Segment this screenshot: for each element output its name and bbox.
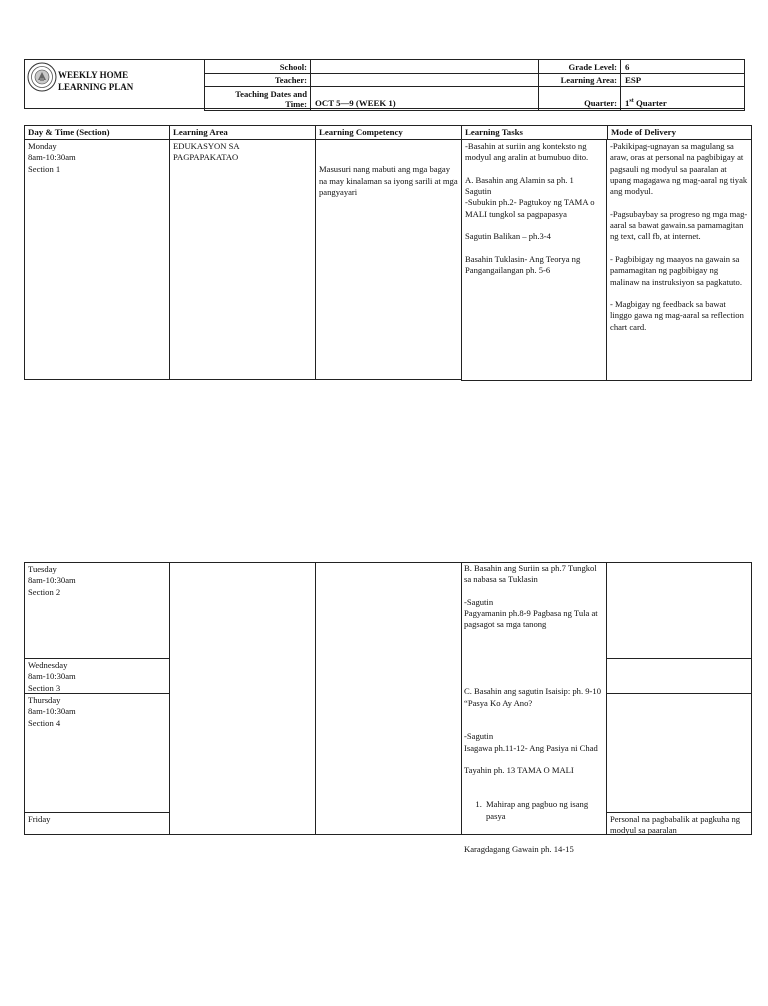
thursday-day-cell: Thursday 8am-10:30am Section 4 — [24, 693, 170, 813]
thursday-tasks-intro: C. Basahin ang sagutin Isaisip: ph. 9-10 “Pasya Ko Ay Ano? -Sagutin Isagawa ph.11-12- Ang Pasiya ni Chad Tayahin ph. 13 TAMA O MALI — [464, 686, 602, 776]
thursday-tasks-list-item: 1. Mahirap ang pagbuo ng isang pasya — [484, 799, 604, 822]
header-info-table — [204, 59, 745, 111]
column-header-delivery: Mode of Delivery — [608, 126, 752, 140]
week-area-cell — [169, 562, 316, 835]
column-header-area: Learning Area — [170, 126, 316, 140]
tuesday-tasks-text: B. Basahin ang Suriin sa ph.7 Tungkol sa nabasa sa Tuklasin -Sagutin Pagyamanin ph.8-9 Pagbasa ng Tula at pagsagot sa mga tanong — [464, 563, 598, 630]
monday-competency-text: Masusuri nang mabuti ang mga bagay na may kinalaman sa iyong sarili at mga pangyayari — [319, 164, 458, 197]
column-header-competency: Learning Competency — [316, 126, 462, 140]
monday-day-cell: Monday 8am-10:30am Section 1 — [24, 139, 170, 380]
wednesday-day-cell: Wednesday 8am-10:30am Section 3 — [24, 658, 170, 694]
deped-seal-icon — [27, 62, 57, 92]
week-competency-cell — [315, 562, 462, 835]
teaching-dates-value: OCT 5—9 (WEEK 1) — [311, 87, 539, 111]
friday-day-cell: Friday — [24, 812, 170, 835]
column-header-tasks: Learning Tasks — [462, 126, 608, 140]
tuesday-delivery-cell — [606, 562, 752, 659]
thursday-tasks-list — [464, 788, 604, 833]
monday-tasks-cell: -Basahin at suriin ang konteksto ng modyul ang aralin at bumubuo dito. A. Basahin ang Alamin sa ph. 1 Sagutin -Subukin ph.2- Pagtukoy ng TAMA o MALI tungkol sa pagpapasya Sagutin Balikan – ph.3-4 Basahin Tuklasin- Ang Teorya ng Pangangailangan ph. 5-6 — [461, 139, 607, 381]
teacher-value — [311, 74, 539, 87]
monday-delivery-cell: -Pakikipag-ugnayan sa magulang sa araw, oras at personal na pagbibigay at pagsauli ng modyul sa paaralan at upang magagawa ng mag-aaral ng tiyak ang modyul. -Pagsubaybay sa progreso ng mga mag-aaral sa bawat gawain.sa pamamagitan ng text, call fb, at internet. - Pagbibigay ng maayos na gawain sa pamamagitan ng pagbibigay ng malinaw na instruksiyon sa pagkatuto. - Magbigay ng feedback sa bawat linggo gawa ng mag-aaral sa reflection chart card. — [606, 139, 752, 381]
quarter-label: Quarter: — [539, 87, 621, 111]
monday-area-cell: EDUKASYON SA PAGPAPAKATAO — [169, 139, 316, 380]
school-label: School: — [205, 60, 311, 74]
grade-level-value: 6 — [621, 60, 745, 74]
school-value — [311, 60, 539, 74]
quarter-suffix: st — [629, 98, 634, 105]
quarter-word: Quarter — [633, 98, 667, 108]
monday-competency-cell — [315, 139, 462, 380]
teacher-label: Teacher: — [205, 74, 311, 87]
tuesday-day-cell: Tuesday 8am-10:30am Section 2 — [24, 562, 170, 659]
plan-title — [58, 69, 204, 93]
plan-title-line2: LEARNING PLAN — [58, 82, 134, 92]
learning-area-value: ESP — [621, 74, 745, 87]
friday-delivery-cell: Personal na pagbabalik at pagkuha ng modyul sa paaralan — [606, 812, 752, 835]
thursday-delivery-cell — [606, 693, 752, 813]
teaching-dates-label-line1: Teaching Dates and — [235, 88, 307, 99]
teaching-dates-label-line2: Time: — [285, 98, 307, 109]
thursday-tasks-additional: Karagdagang Gawain ph. 14-15 — [464, 844, 574, 855]
wednesday-delivery-cell — [606, 658, 752, 694]
learning-area-label: Learning Area: — [539, 74, 621, 87]
column-header-day: Day & Time (Section) — [25, 126, 170, 140]
grade-level-label: Grade Level: — [539, 60, 621, 74]
plan-title-line1: WEEKLY HOME — [58, 70, 129, 80]
thursday-tasks-text — [461, 674, 607, 868]
quarter-value — [621, 87, 745, 111]
plan-table-monday — [24, 125, 752, 140]
quarter-number: 1 — [625, 98, 630, 108]
teaching-dates-label — [205, 87, 311, 111]
